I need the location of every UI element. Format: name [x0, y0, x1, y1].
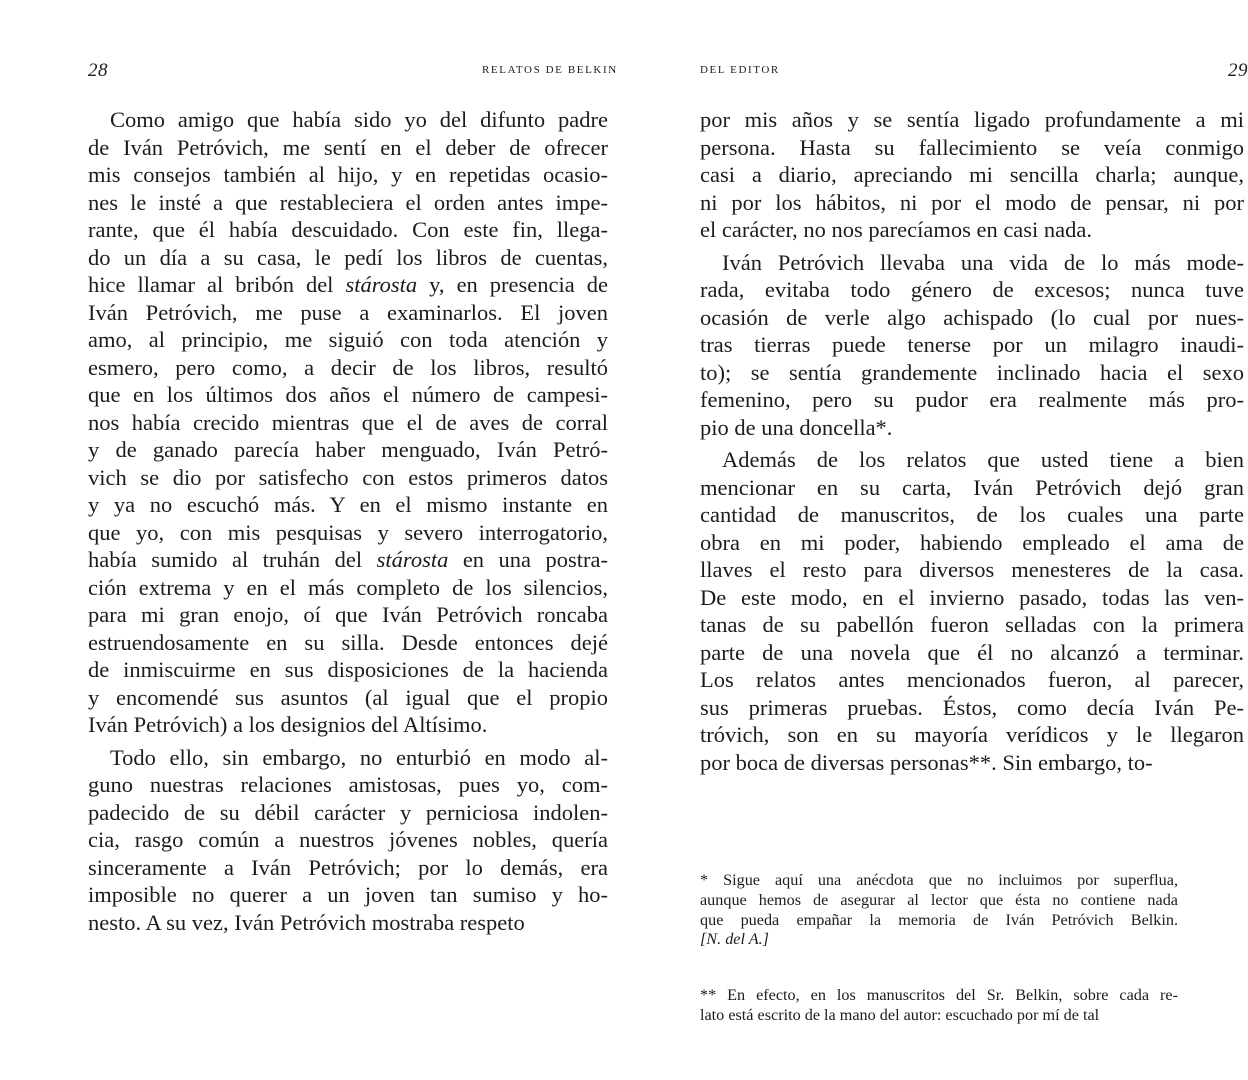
text-line: había sumido al truhán del stárosta en una postra-	[88, 547, 608, 572]
paragraph	[88, 744, 608, 937]
italic-term: stárosta	[345, 272, 418, 297]
text-line: el carácter, no nos parecíamos en casi nada.	[700, 217, 1093, 242]
text-line: vich se dio por satisfecho con estos primeros datos	[88, 464, 608, 490]
text-line: que pueda empañar la memoria de Iván Petróvich Belkin.	[700, 910, 1178, 929]
text-line: llaves el resto para diversos menesteres de la casa.	[700, 557, 1244, 582]
page-number: 29	[1228, 60, 1248, 81]
text-line: Los relatos antes mencionados fueron, al parecer,	[700, 667, 1244, 692]
text-line: padecido de su débil carácter y perniciosa indolen-	[88, 799, 608, 825]
text-line: hice llamar al bribón del stárosta y, en presencia de	[88, 272, 608, 297]
text-line: * Sigue aquí una anécdota que no incluimos por superflua,	[700, 871, 1178, 890]
paragraph	[700, 106, 1244, 244]
text-line: por mis años y se sentía ligado profundamente a mi	[700, 107, 1244, 132]
text-line: y de ganado parecía haber menguado, Iván Petró-	[88, 437, 608, 462]
text-line: ** En efecto, en los manuscritos del Sr. Belkin, sobre cada re-	[700, 986, 1178, 1005]
footnotes	[700, 855, 1178, 1042]
text-line: persona. Hasta su fallecimiento se veía conmigo	[700, 134, 1244, 160]
text-line: to); se sentía grandemente inclinado hacia el sexo	[700, 359, 1244, 385]
text-line: lato está escrito de la mano del autor: escuchado por mí de tal	[700, 1006, 1100, 1025]
text-line: mencionar en su carta, Iván Petróvich dejó gran	[700, 474, 1244, 500]
text-line: que yo, con mis pesquisas y severo interrogatorio,	[88, 519, 608, 545]
text-line: do un día a su casa, le pedí los libros de cuentas,	[88, 244, 608, 270]
text-line: rante, que él había descuidado. Con este fin, llega-	[88, 217, 608, 242]
page-number: 28	[88, 60, 108, 81]
text-line: Como amigo que había sido yo del difunto padre	[110, 107, 608, 132]
text-line: estruendosamente en su silla. Desde entonces dejé	[88, 629, 608, 655]
text-line: sus primeras pruebas. Éstos, como decía Iván Pe-	[700, 694, 1244, 720]
text-line: Iván Petróvich, me puse a examinarlos. El joven	[88, 299, 608, 325]
text-line: aunque hemos de asegurar al lector que ésta no contiene nada	[700, 890, 1178, 909]
right-page	[630, 0, 1248, 1080]
text-line: nesto. A su vez, Iván Petróvich mostraba respeto	[88, 909, 525, 935]
text-line: y ya no escuchó más. Y en el mismo instante en	[88, 492, 608, 517]
text-line: para mi gran enojo, oí que Iván Petróvich roncaba	[88, 602, 608, 627]
text-line: Además de los relatos que usted tiene a bien	[722, 447, 1244, 472]
text-line: nos había crecido mientras que el de aves de corral	[88, 409, 608, 435]
text-line: que en los últimos dos años el número de campesi-	[88, 382, 608, 407]
running-head: DEL EDITOR	[700, 64, 780, 76]
body-text	[88, 106, 608, 936]
text-line: ni por los hábitos, ni por el modo de pensar, ni por	[700, 189, 1244, 215]
body-text	[700, 106, 1244, 776]
italic-term: stárosta	[376, 547, 449, 572]
text-line: por boca de diversas personas**. Sin embargo, to-	[700, 749, 1153, 775]
text-line: esmero, pero como, a decir de los libros, resultó	[88, 354, 608, 380]
text-line: femenino, pero su pudor era realmente más pro-	[700, 387, 1244, 412]
text-line: pio de una doncella*.	[700, 414, 893, 440]
text-line: Iván Petróvich llevaba una vida de lo más mode-	[722, 249, 1244, 275]
text-line: de inmiscuirme en sus disposiciones de la hacienda	[88, 657, 608, 682]
text-line: mis consejos también al hijo, y en repetidas ocasio-	[88, 162, 608, 187]
text-line: ocasión de verle algo achispado (lo cual por nues-	[700, 304, 1244, 330]
text-line: cia, rasgo común a nuestros jóvenes nobles, quería	[88, 827, 608, 852]
footnote	[700, 986, 1178, 1025]
text-line: parte de una novela que él no alcanzó a terminar.	[700, 639, 1244, 665]
text-line: ción extrema y en el más completo de los silencios,	[88, 574, 608, 600]
paragraph	[88, 106, 608, 739]
text-line: amo, al principio, me siguió con toda atención y	[88, 327, 608, 352]
italic-term: [N. del A.]	[700, 930, 769, 949]
text-line: cantidad de manuscritos, de los cuales una parte	[700, 502, 1244, 527]
text-line: y encomendé sus asuntos (al igual que el propio	[88, 684, 608, 710]
text-line: tróvich, son en su mayoría verídicos y le llegaron	[700, 722, 1244, 747]
text-line: obra en mi poder, habiendo empleado el ama de	[700, 529, 1244, 555]
text-line: Todo ello, sin embargo, no enturbió en modo al-	[110, 744, 608, 770]
text-line: nes le insté a que restableciera el orden antes impe-	[88, 189, 608, 215]
text-line: casi a diario, apreciando mi sencilla charla; aunque,	[700, 162, 1244, 187]
text-line: imposible no querer a un joven tan sumiso y ho-	[88, 882, 608, 907]
text-line	[700, 930, 1178, 950]
paragraph	[700, 446, 1244, 776]
text-line: sinceramente a Iván Petróvich; por lo demás, era	[88, 854, 608, 880]
text-line: De este modo, en el invierno pasado, todas las ven-	[700, 584, 1244, 610]
text-line: de Iván Petróvich, me sentí en el deber de ofrecer	[88, 134, 608, 160]
text-line: guno nuestras relaciones amistosas, pues yo, com-	[88, 772, 608, 797]
text-line: tanas de su pabellón fueron selladas con la primera	[700, 612, 1244, 637]
text-line: Iván Petróvich) a los designios del Altísimo.	[88, 712, 488, 737]
text-line: rada, evitaba todo género de excesos; nunca tuve	[700, 277, 1244, 302]
footnote	[700, 871, 1178, 950]
paragraph	[700, 249, 1244, 442]
text-line: tras tierras puede tenerse por un milagro inaudi-	[700, 332, 1244, 357]
running-head: RELATOS DE BELKIN	[482, 64, 618, 76]
